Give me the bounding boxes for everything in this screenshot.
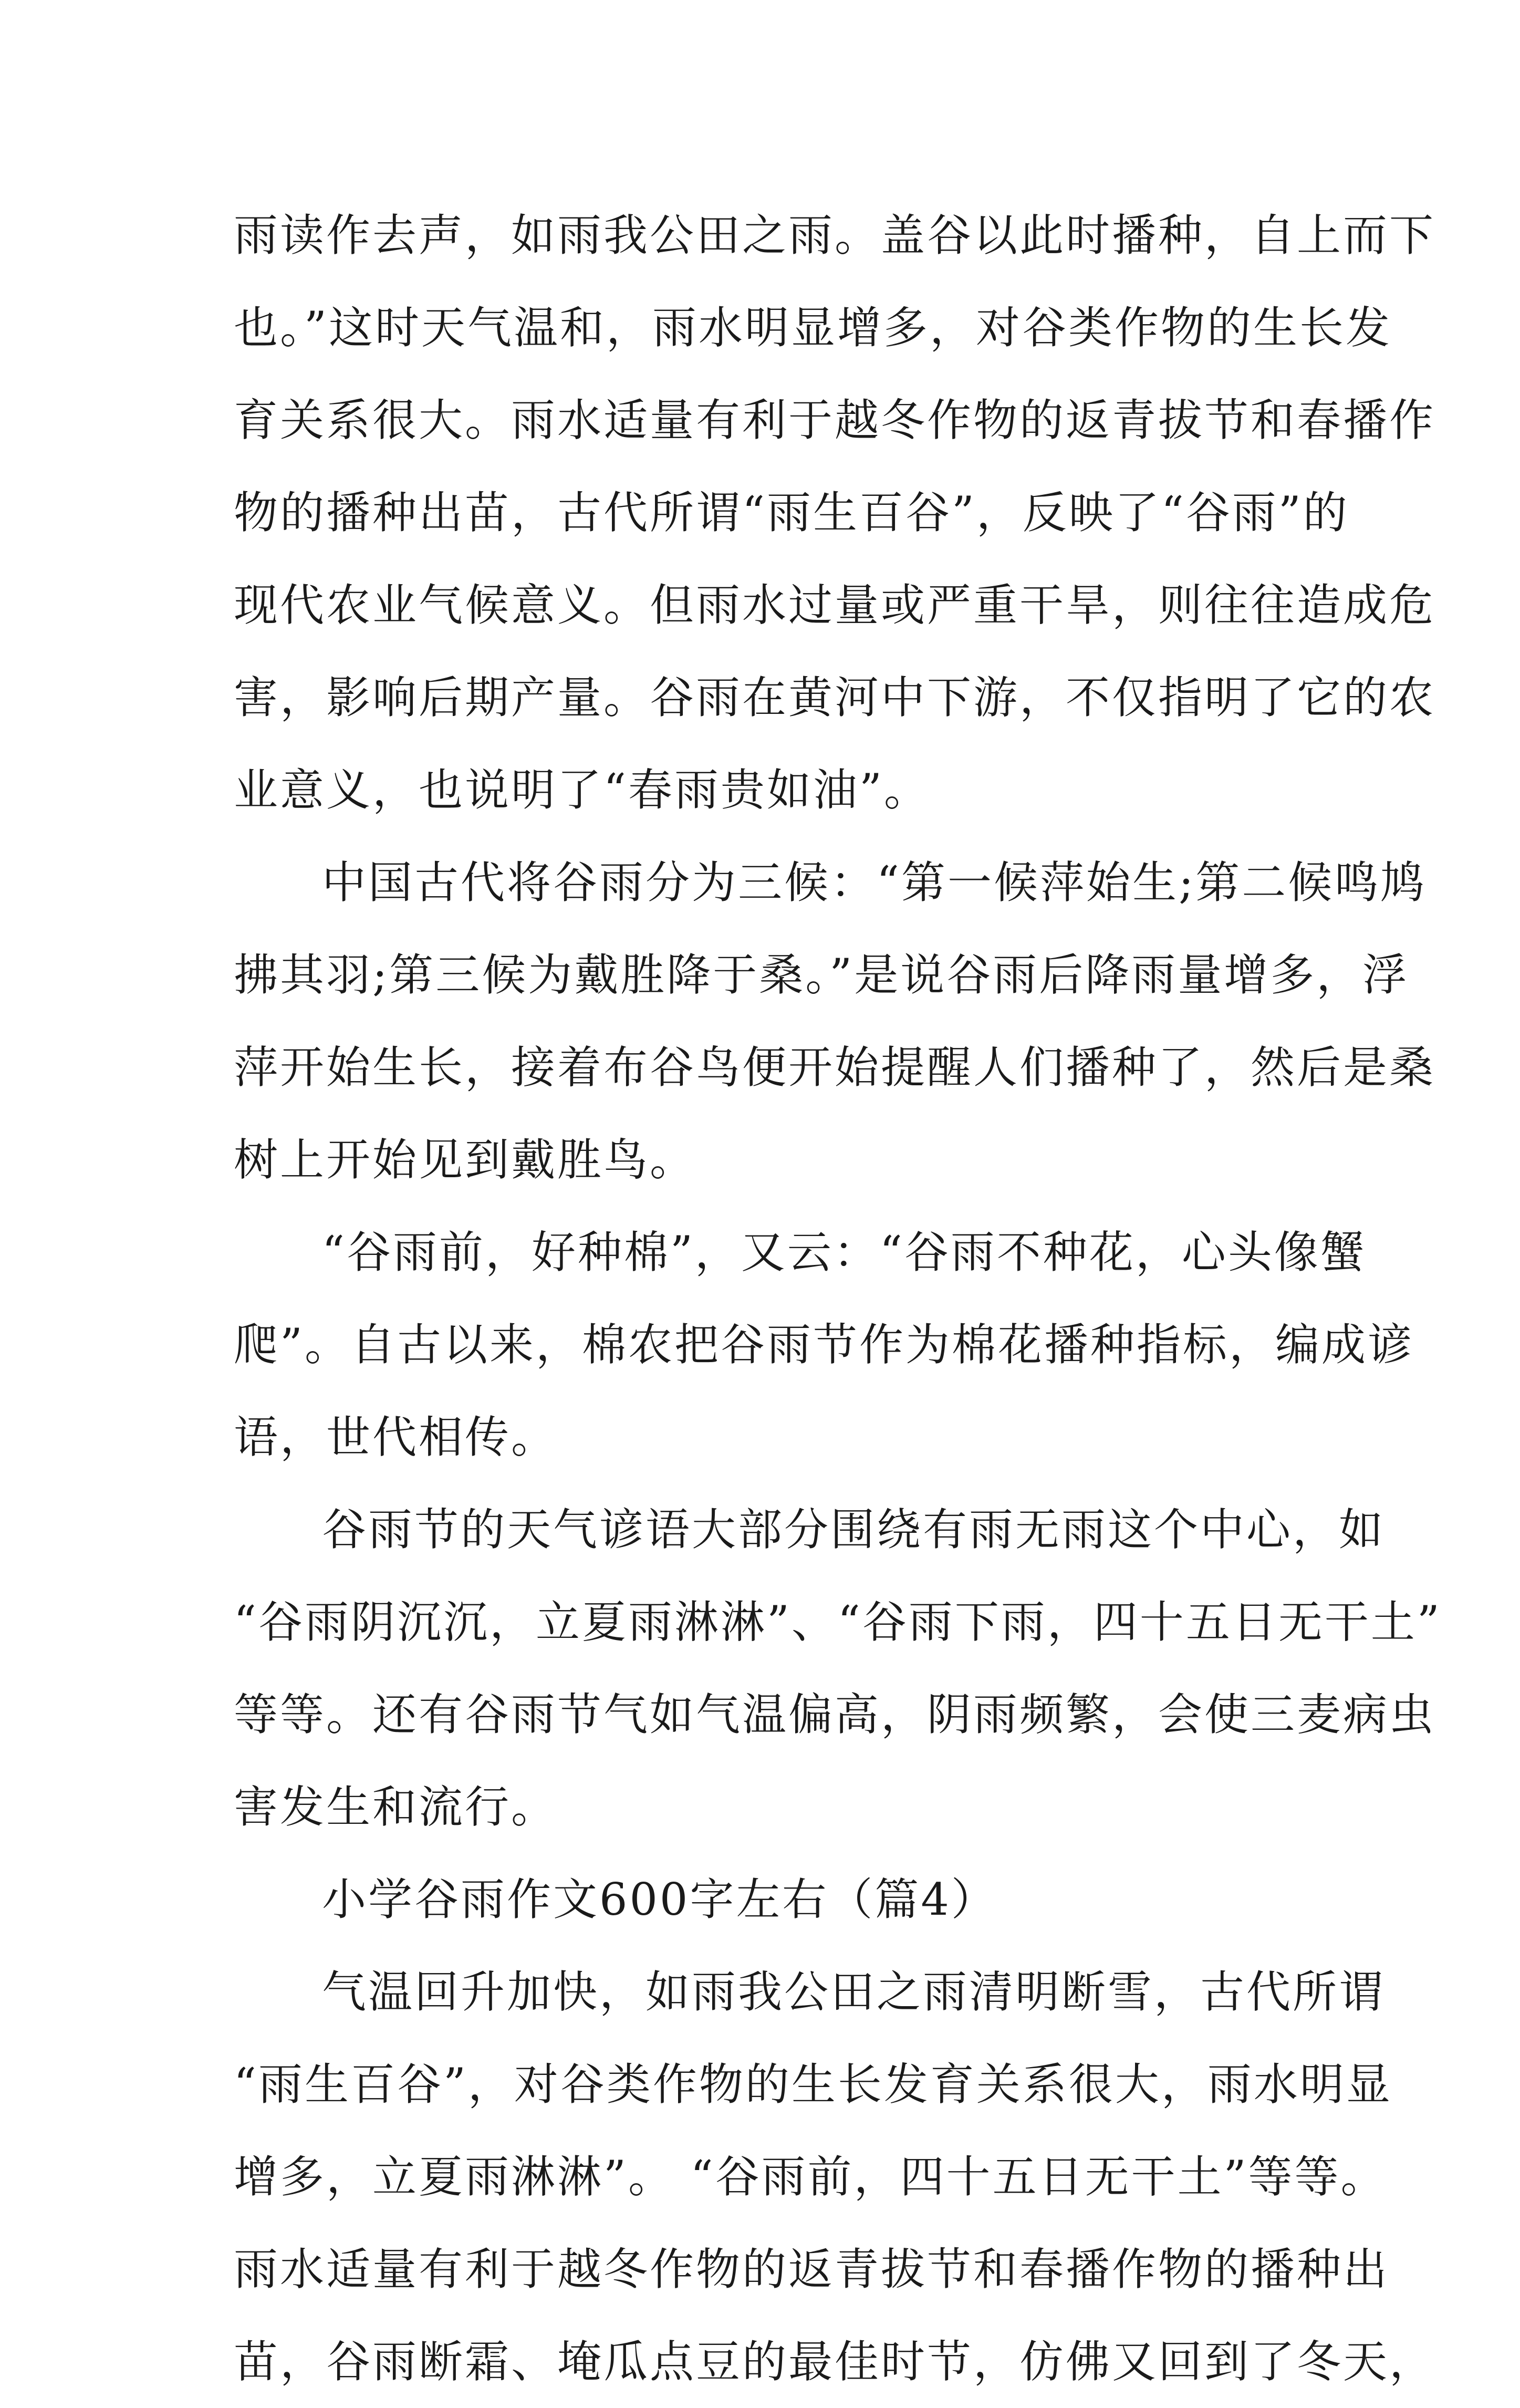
text-line: 害，影响后期产量。谷雨在黄河中下游，不仅指明了它的农 [234,672,1436,723]
text-line: 爬”。自古以来，棉农把谷雨节作为棉花播种指标，编成谚 [234,1319,1414,1371]
text-line: “谷雨前，好种棉”，又云：“谷雨不种花，心头像蟹 [322,1227,1367,1278]
text-line: 谷雨节的天气谚语大部分围绕有雨无雨这个中心，如 [322,1504,1386,1555]
text-line: 树上开始见到戴胜鸟。 [234,1134,696,1186]
text-line: 雨水适量有利于越冬作物的返青拔节和春播作物的播种出 [234,2244,1390,2295]
section-heading [234,1853,1305,1946]
paragraph-4 [234,1483,1442,1853]
text-line: 害发生和流行。 [234,1781,558,1833]
text-line: “雨生百谷”，对谷类作物的生长发育关系很大，雨水明显 [234,2059,1392,2110]
text-line: 苗，谷雨断霜、埯瓜点豆的最佳时节，仿佛又回到了冬天， [234,2336,1436,2388]
heading-line: 小学谷雨作文600字左右（篇4） [322,1874,997,1925]
text-line: 拂其羽;第三候为戴胜降于桑。”是说谷雨后降雨量增多，浮 [234,949,1409,1001]
text-line: 现代农业气候意义。但雨水过量或严重干旱，则往往造成危 [234,579,1436,631]
document-body [234,189,1442,2408]
paragraph-6 [234,1946,1436,2408]
paragraph-2 [234,836,1436,1206]
text-line: 雨读作去声，如雨我公田之雨。盖谷以此时播种，自上而下 [234,210,1436,261]
text-line: “谷雨阴沉沉，立夏雨淋淋”、“谷雨下雨，四十五日无干土” [234,1596,1442,1648]
text-line: 等等。还有谷雨节气如气温偏高，阴雨频繁，会使三麦病虫 [234,1689,1436,1740]
text-line: 增多，立夏雨淋淋”。 “谷雨前，四十五日无干土”等等。 [234,2151,1387,2203]
text-line: 也。”这时天气温和，雨水明显增多，对谷类作物的生长发 [234,302,1392,354]
text-line: 气温回升加快，如雨我公田之雨清明断雪，古代所谓 [322,1966,1386,2018]
text-line: 萍开始生长，接着布谷鸟便开始提醒人们播种了，然后是桑 [234,1042,1436,1093]
paragraph-3 [234,1206,1414,1483]
text-line: 业意义，也说明了“春雨贵如油”。 [234,764,930,816]
text-line: 语，世代相传。 [234,1411,558,1463]
paragraph-1 [234,189,1436,836]
text-line: 育关系很大。雨水适量有利于越冬作物的返青拔节和春播作 [234,395,1436,446]
text-line: 物的播种出苗，古代所谓“雨生百谷”，反映了“谷雨”的 [234,487,1349,538]
text-line: 中国古代将谷雨分为三候：“第一候萍始生;第二候鸣鸠 [322,857,1427,908]
